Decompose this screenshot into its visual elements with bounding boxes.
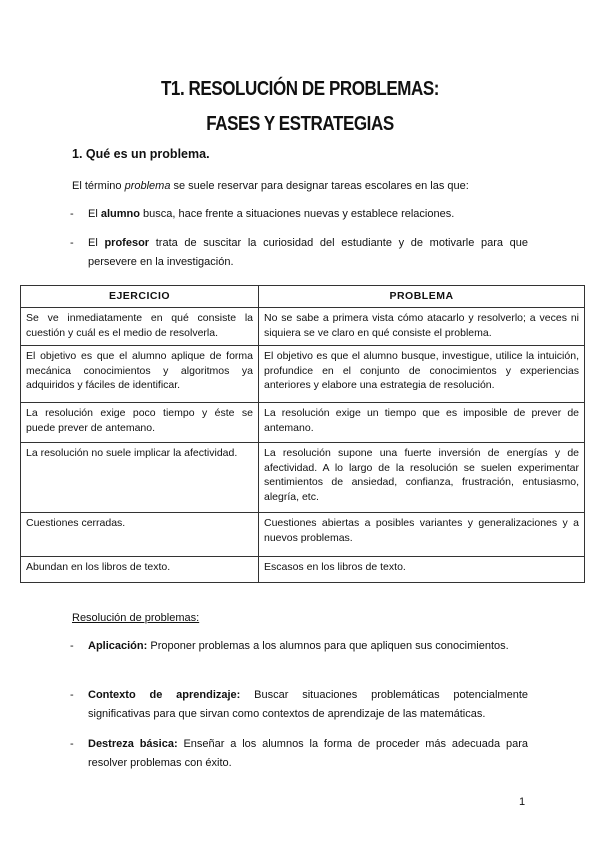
table-cell: El objetivo es que el alumno aplique de forma mecánica conocimientos y algoritmos ya adquiridos y fáciles de identificar. (21, 346, 259, 403)
table-cell: Escasos en los libros de texto. (259, 557, 585, 583)
section-heading: 1. Qué es un problema. (72, 147, 210, 161)
comparison-table (20, 285, 585, 583)
table-cell: La resolución exige poco tiempo y éste se puede prever de antemano. (21, 403, 259, 443)
list-item: - El alumno busca, hace frente a situaciones nuevas y establece relaciones. (70, 208, 455, 220)
table-row (21, 443, 585, 513)
list-item: - Contexto de aprendizaje: Buscar situaciones problemáticas potencialmente significativas para que sirvan como contextos de aprendizaje de las matemáticas. (70, 689, 528, 720)
table-cell: La resolución supone una fuerte inversión de energías y de afectividad. A lo largo de la resolución se suelen experimentar sentimientos de ansiedad, confianza, frustración, entusiasmo, alegría, etc. (259, 443, 585, 513)
table-cell: No se sabe a primera vista cómo atacarlo y resolverlo; a veces ni siquiera se ve claro en qué consiste el problema. (259, 308, 585, 346)
page-number: 1 (519, 796, 526, 808)
intro-paragraph: El término problema se suele reservar para designar tareas escolares en las que: (72, 180, 469, 192)
table-cell: Abundan en los libros de texto. (21, 557, 259, 583)
table-row (21, 346, 585, 403)
subsection-heading: Resolución de problemas: (72, 612, 200, 624)
table-cell: Cuestiones abiertas a posibles variantes y generalizaciones y a nuevos problemas. (259, 513, 585, 557)
title-line-1: T1. RESOLUCIÓN DE PROBLEMAS: (160, 78, 440, 100)
table-cell: El objetivo es que el alumno busque, investigue, utilice la intuición, profundice en el conjunto de conocimientos y experiencias anteriores y elabore una estrategia de resolución. (259, 346, 585, 403)
table-row (21, 308, 585, 346)
table-row (21, 557, 585, 583)
list-item: - El profesor trata de suscitar la curiosidad del estudiante y de motivarle para que persevere en la investigación. (70, 237, 528, 268)
table-row (21, 513, 585, 557)
table-header: EJERCICIO (21, 286, 259, 308)
table-cell: La resolución no suele implicar la afectividad. (21, 443, 259, 513)
table-cell: Cuestiones cerradas. (21, 513, 259, 557)
table-header: PROBLEMA (259, 286, 585, 308)
table-cell: Se ve inmediatamente en qué consiste la cuestión y cuál es el medio de resolverla. (21, 308, 259, 346)
list-item: - Aplicación: Proponer problemas a los alumnos para que apliquen sus conocimientos. (70, 640, 509, 652)
table-row (21, 403, 585, 443)
table-cell: La resolución exige un tiempo que es imposible de prever de antemano. (259, 403, 585, 443)
title-line-2: FASES Y ESTRATEGIAS (206, 113, 394, 135)
list-item: - Destreza básica: Enseñar a los alumnos la forma de proceder más adecuada para resolver problemas con éxito. (70, 738, 528, 769)
